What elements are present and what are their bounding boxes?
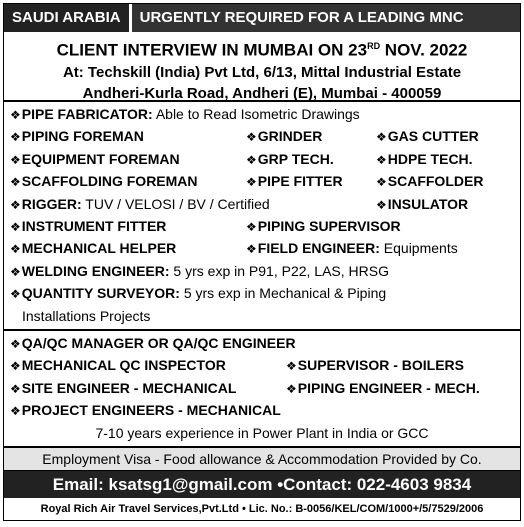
job-requirement: 5 yrs exp in P91, P22, LAS, HRSG bbox=[169, 262, 389, 279]
bullet-icon: ❖ bbox=[10, 197, 21, 212]
bullet-icon: ❖ bbox=[10, 175, 21, 190]
bullet-icon: ❖ bbox=[376, 152, 387, 167]
bullet-icon: ❖ bbox=[246, 130, 257, 145]
job-title: RIGGER: bbox=[21, 195, 82, 212]
job-title: PIPE FABRICATOR: bbox=[21, 106, 153, 122]
job-title: PIPE FITTER bbox=[257, 173, 343, 190]
bullet-icon: ❖ bbox=[10, 108, 21, 122]
bullet-icon: ❖ bbox=[246, 175, 257, 190]
job-title: PIPING ENGINEER - MECH. bbox=[297, 379, 480, 396]
job-title: SITE ENGINEER - MECHANICAL bbox=[21, 379, 237, 396]
job-requirement: Equipments bbox=[379, 240, 458, 257]
job-title: GRP TECH. bbox=[257, 150, 334, 167]
interview-venue bbox=[4, 32, 520, 102]
bullet-icon: ❖ bbox=[10, 264, 21, 279]
job-title: MECHANICAL QC INSPECTOR bbox=[21, 357, 226, 374]
interview-month-year: NOV. 2022 bbox=[380, 40, 468, 60]
contact-email: Email: ksatsg1@gmail.com bbox=[52, 475, 273, 495]
trade-positions bbox=[4, 102, 520, 331]
job-title: PIPING FOREMAN bbox=[21, 128, 144, 145]
job-title: EQUIPMENT FOREMAN bbox=[21, 150, 180, 167]
bullet-icon: ❖ bbox=[376, 130, 387, 145]
bullet-icon: ❖ bbox=[10, 287, 21, 302]
bullet-icon: ❖ bbox=[10, 337, 21, 352]
bullet-icon: ❖ bbox=[246, 242, 257, 257]
job-title: SCAFFOLDING FOREMAN bbox=[21, 173, 198, 190]
bullet-icon: ❖ bbox=[10, 404, 21, 419]
bullet-icon: ❖ bbox=[10, 130, 21, 145]
job-title: INSTRUMENT FITTER bbox=[21, 218, 167, 235]
bullet-icon: ❖ bbox=[10, 242, 21, 257]
job-requirement: 5 yrs exp in Mechanical & Piping bbox=[179, 285, 387, 302]
bullet-icon: ❖ bbox=[376, 197, 387, 212]
venue-address-line1: At: Techskill (India) Pvt Ltd, 6/13, Mittal Industrial Estate bbox=[62, 63, 462, 81]
interview-date-text: CLIENT INTERVIEW IN MUMBAI ON 23 bbox=[56, 40, 368, 60]
contact-bar bbox=[4, 471, 520, 498]
interview-date-line bbox=[8, 35, 516, 62]
job-title: INSULATOR bbox=[387, 195, 469, 212]
job-title: GRINDER bbox=[257, 128, 323, 145]
job-title: FIELD ENGINEER: bbox=[257, 240, 380, 257]
urgent-banner: URGENTLY REQUIRED FOR A LEADING MNC bbox=[132, 4, 520, 32]
bullet-icon: ❖ bbox=[376, 175, 387, 190]
job-title: MECHANICAL HELPER bbox=[21, 240, 177, 257]
bullet-icon: ❖ bbox=[286, 381, 297, 396]
bullet-icon: ❖ bbox=[10, 359, 21, 374]
country-label: SAUDI ARABIA bbox=[4, 4, 132, 32]
job-title: PIPING SUPERVISOR bbox=[257, 218, 401, 235]
job-requirement: TUV / VELOSI / BV / Certified bbox=[81, 195, 270, 212]
bullet-icon: ❖ bbox=[10, 220, 21, 235]
job-advertisement bbox=[3, 3, 521, 521]
bullet-icon: ❖ bbox=[10, 381, 21, 396]
job-title: HDPE TECH. bbox=[387, 150, 473, 167]
bullet-icon: ❖ bbox=[246, 152, 257, 167]
visa-info: Employment Visa - Food allowance & Accommodation Provided by Co. bbox=[4, 448, 520, 471]
engineering-positions bbox=[4, 331, 520, 448]
bullet-icon: ❖ bbox=[286, 359, 297, 374]
date-ordinal: RD bbox=[367, 41, 381, 51]
experience-requirement: 7-10 years experience in Power Plant in India or GCC bbox=[95, 424, 429, 441]
job-title: GAS CUTTER bbox=[387, 128, 479, 145]
job-title: SUPERVISOR - BOILERS bbox=[297, 357, 464, 374]
job-requirement: Able to Read Isometric Drawings bbox=[152, 106, 360, 122]
job-title: WELDING ENGINEER: bbox=[21, 262, 170, 279]
job-title: SCAFFOLDER bbox=[387, 173, 484, 190]
bullet-icon: ❖ bbox=[246, 220, 257, 235]
contact-phone: •Contact: 022-4603 9834 bbox=[277, 475, 472, 495]
job-title: PROJECT ENGINEERS - MECHANICAL bbox=[21, 402, 281, 419]
header-bar bbox=[4, 4, 520, 32]
venue-address-line2: Andheri-Kurla Road, Andheri (E), Mumbai - 400059 bbox=[82, 84, 442, 102]
agency-license: Royal Rich Air Travel Services,Pvt.Ltd • Lic. No.: B-0056/KEL/COM/1000+/5/7529/2006 bbox=[40, 503, 484, 516]
job-requirement-continued: Installations Projects bbox=[22, 307, 151, 324]
job-title: QA/QC MANAGER OR QA/QC ENGINEER bbox=[21, 335, 296, 352]
job-title: QUANTITY SURVEYOR: bbox=[21, 285, 180, 302]
bullet-icon: ❖ bbox=[10, 152, 21, 167]
